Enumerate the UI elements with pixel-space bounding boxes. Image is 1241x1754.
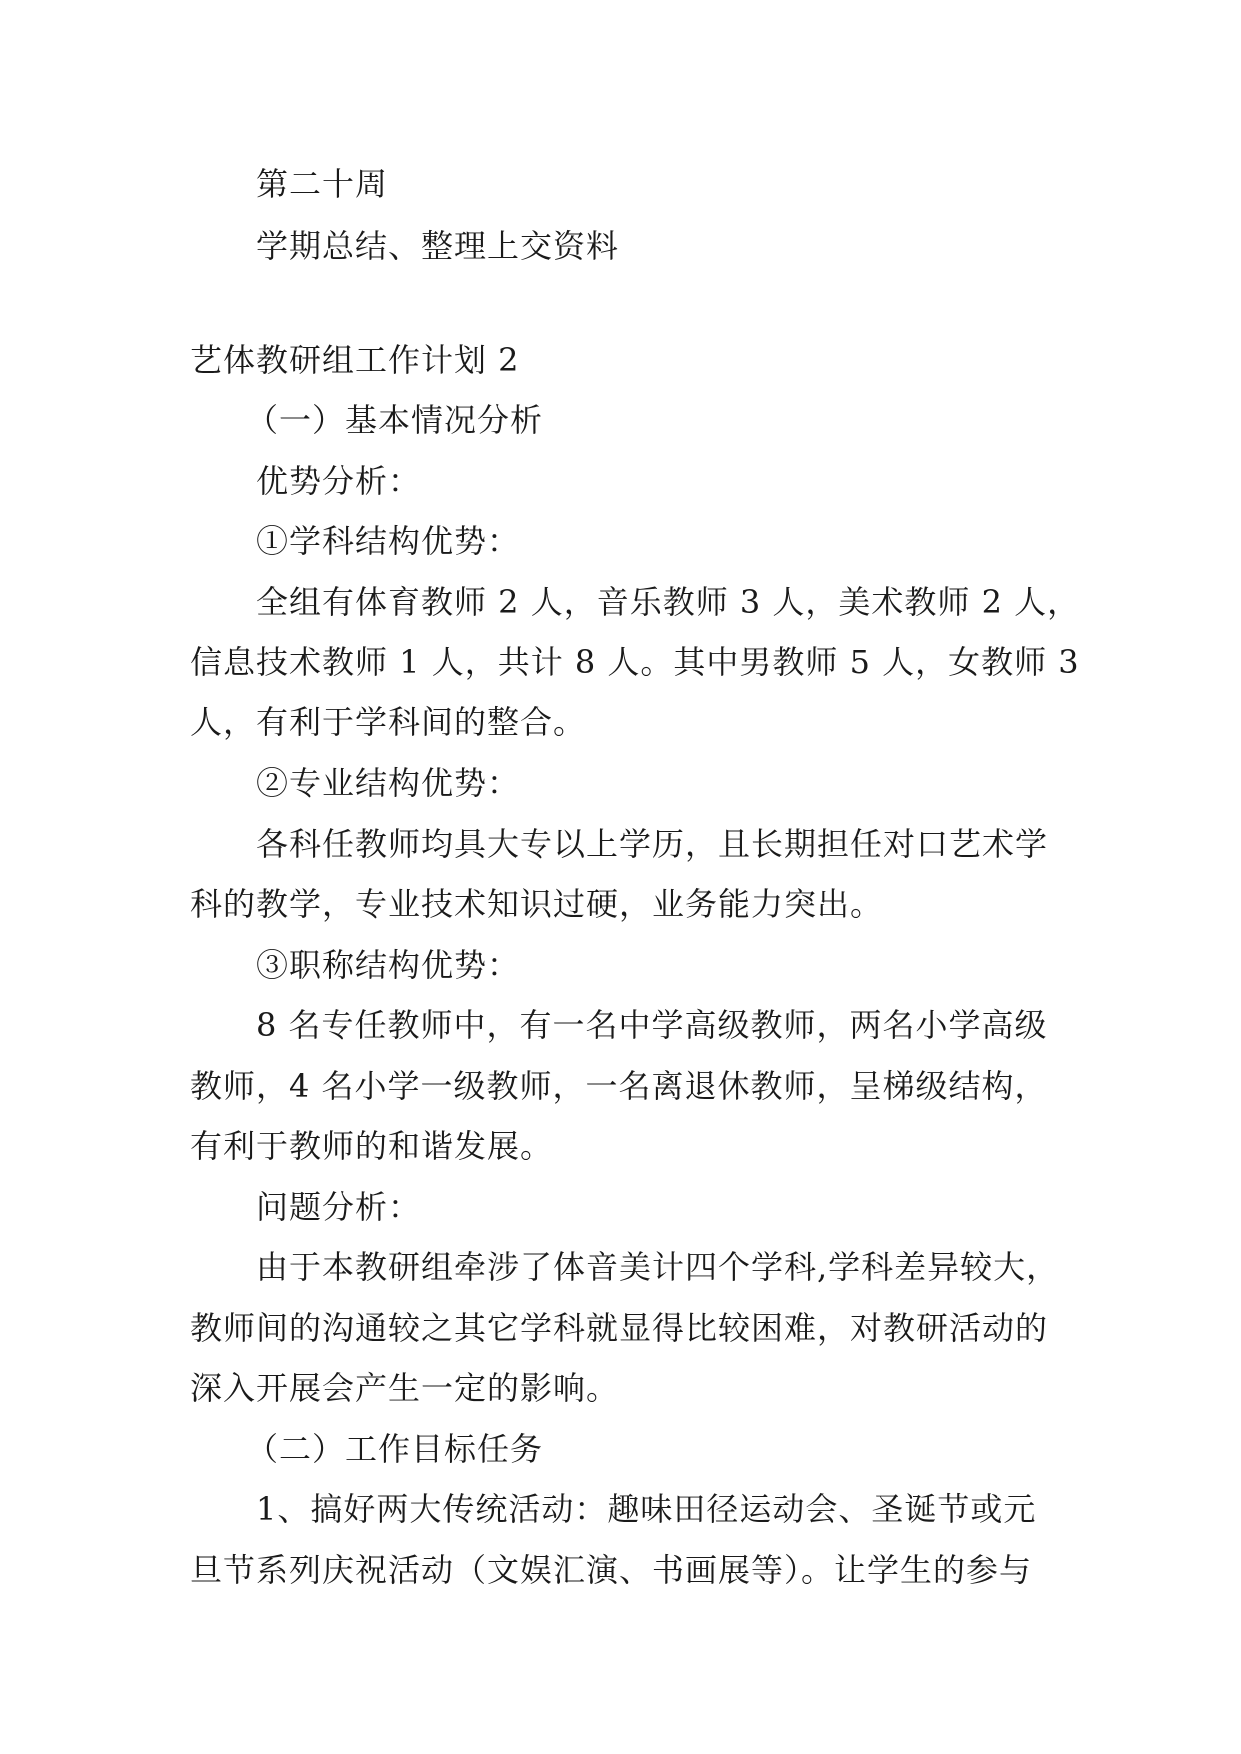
paragraph-line: 教师间的沟通较之其它学科就显得比较困难，对教研活动的 bbox=[190, 1309, 1049, 1347]
advantage-label: 优势分析： bbox=[256, 462, 422, 500]
professional-structure-label: ②专业结构优势： bbox=[256, 764, 521, 802]
subheading-basic-analysis: （一）基本情况分析 bbox=[246, 401, 544, 439]
paragraph-line: 8 名专任教师中，有一名中学高级教师，两名小学高级 bbox=[256, 1006, 1048, 1044]
paragraph-line: 1、搞好两大传统活动：趣味田径运动会、圣诞节或元 bbox=[256, 1490, 1037, 1528]
subheading-goals: （二）工作目标任务 bbox=[246, 1430, 544, 1468]
paragraph-line: 全组有体育教师 2 人，音乐教师 3 人，美术教师 2 人， bbox=[256, 583, 1081, 621]
subject-structure-label: ①学科结构优势： bbox=[256, 522, 521, 560]
section-title: 艺体教研组工作计划 2 bbox=[190, 341, 520, 379]
paragraph-line: 旦节系列庆祝活动（文娱汇演、书画展等）。让学生的参与 bbox=[190, 1551, 1033, 1589]
paragraph-line: 人，有利于学科间的整合。 bbox=[190, 703, 587, 741]
paragraph-line: 深入开展会产生一定的影响。 bbox=[190, 1369, 620, 1407]
title-structure-label: ③职称结构优势： bbox=[256, 946, 521, 984]
paragraph-line: 科的教学，专业技术知识过硬，业务能力突出。 bbox=[190, 885, 884, 923]
paragraph-line: 信息技术教师 1 人，共计 8 人。其中男教师 5 人，女教师 3 bbox=[190, 643, 1080, 681]
paragraph-line: 各科任教师均具大专以上学历，且长期担任对口艺术学 bbox=[256, 825, 1049, 863]
problem-label: 问题分析： bbox=[256, 1188, 422, 1226]
paragraph-line: 由于本教研组牵涉了体音美计四个学科,学科差异较大， bbox=[256, 1248, 1060, 1286]
paragraph-line: 有利于教师的和谐发展。 bbox=[190, 1127, 554, 1165]
paragraph-line: 教师，4 名小学一级教师，一名离退休教师，呈梯级结构， bbox=[190, 1067, 1048, 1105]
week-task: 学期总结、整理上交资料 bbox=[256, 227, 620, 265]
week-label: 第二十周 bbox=[256, 165, 389, 203]
